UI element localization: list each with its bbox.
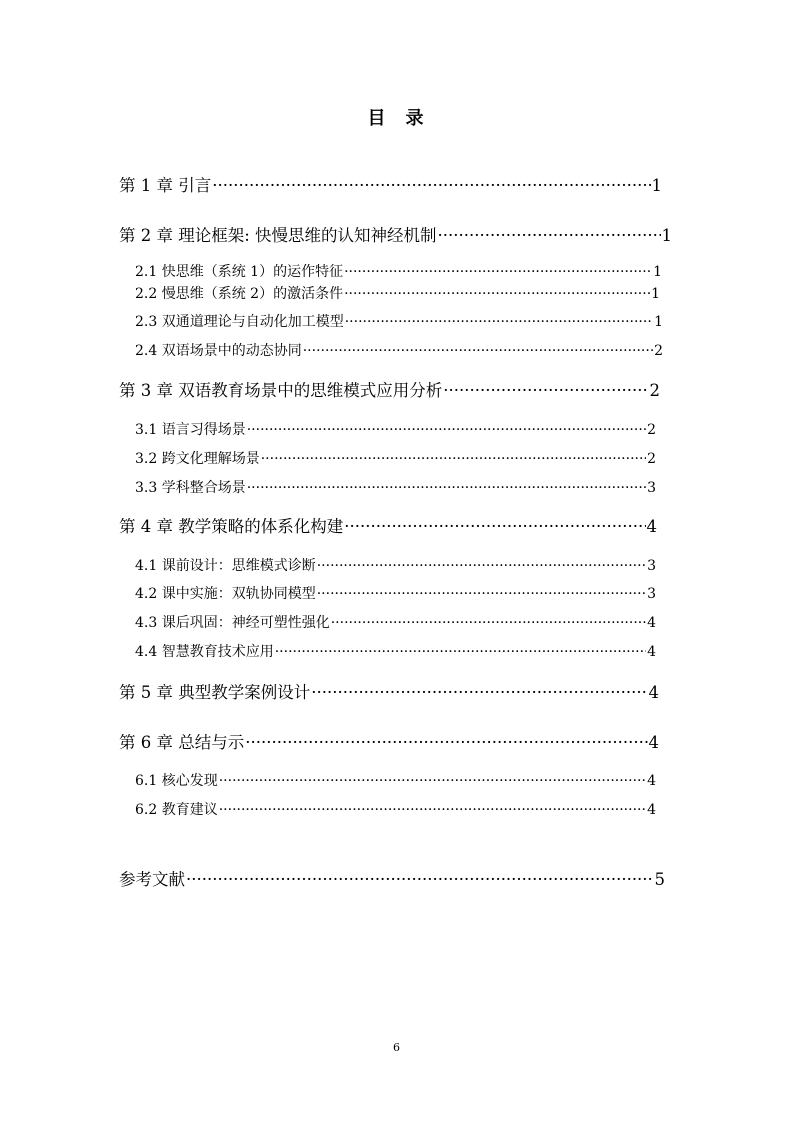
toc-leader-dots bbox=[317, 558, 646, 574]
toc-entry-section-3-2[interactable] bbox=[135, 448, 656, 468]
toc-entry-label: 2.2 慢思维（系统 2）的激活条件 bbox=[135, 286, 344, 302]
toc-entry-section-4-3[interactable] bbox=[135, 612, 656, 632]
toc-entry-page: 5 bbox=[654, 870, 665, 889]
toc-entry-section-4-4[interactable] bbox=[135, 641, 656, 661]
toc-entry-page: 4 bbox=[647, 644, 656, 660]
toc-entry-page: 3 bbox=[647, 480, 656, 496]
toc-entry-label: 3.3 学科整合场景 bbox=[135, 480, 246, 496]
toc-leader-dots bbox=[245, 733, 647, 752]
toc-entry-section-6-2[interactable] bbox=[135, 799, 656, 819]
toc-leader-dots bbox=[247, 480, 646, 496]
toc-entry-label: 3.2 跨文化理解场景 bbox=[135, 451, 260, 467]
toc-entry-chapter-5[interactable] bbox=[119, 679, 659, 703]
toc-entry-page: 2 bbox=[647, 451, 656, 467]
toc-entry-page: 1 bbox=[661, 226, 672, 245]
toc-leader-dots bbox=[275, 644, 646, 660]
toc-entry-page: 4 bbox=[646, 517, 657, 536]
toc-entry-label: 6.1 核心发现 bbox=[135, 773, 218, 789]
toc-entry-label: 第 1 章 引言 bbox=[119, 176, 212, 195]
toc-leader-dots bbox=[344, 286, 650, 302]
toc-entry-section-2-4[interactable] bbox=[135, 340, 663, 360]
toc-entry-label: 4.4 智慧教育技术应用 bbox=[135, 644, 274, 660]
toc-leader-dots bbox=[438, 226, 661, 245]
toc-entry-references[interactable] bbox=[119, 866, 665, 890]
toc-entry-label: 3.1 语言习得场景 bbox=[135, 422, 246, 438]
toc-leader-dots bbox=[303, 343, 653, 359]
toc-entry-label: 第 2 章 理论框架: 快慢思维的认知神经机制 bbox=[119, 226, 437, 245]
toc-entry-page: 4 bbox=[648, 733, 659, 752]
toc-entry-chapter-1[interactable] bbox=[119, 172, 662, 196]
toc-entry-page: 3 bbox=[647, 586, 656, 602]
toc-entry-label: 2.1 快思维（系统 1）的运作特征 bbox=[135, 264, 344, 280]
toc-leader-dots bbox=[345, 314, 653, 330]
toc-entry-label: 第 3 章 双语教育场景中的思维模式应用分析 bbox=[119, 381, 443, 400]
toc-entry-label: 第 4 章 教学策略的体系化构建 bbox=[119, 517, 344, 536]
toc-entry-label: 6.2 教育建议 bbox=[135, 802, 218, 818]
toc-entry-chapter-4[interactable] bbox=[119, 513, 657, 537]
toc-entry-section-4-1[interactable] bbox=[135, 555, 656, 575]
toc-leader-dots bbox=[261, 451, 646, 467]
toc-entry-page: 1 bbox=[653, 264, 662, 280]
toc-entry-page: 4 bbox=[647, 802, 656, 818]
toc-entry-section-2-2[interactable] bbox=[135, 283, 660, 303]
toc-entry-page: 3 bbox=[647, 558, 656, 574]
toc-entry-label: 第 6 章 总结与示 bbox=[119, 733, 245, 752]
toc-entry-section-3-1[interactable] bbox=[135, 419, 656, 439]
toc-leader-dots bbox=[331, 615, 646, 631]
toc-entry-page: 4 bbox=[647, 773, 656, 789]
toc-entry-page: 1 bbox=[651, 176, 662, 195]
toc-entry-page: 4 bbox=[648, 683, 659, 702]
toc-entry-label: 参考文献 bbox=[119, 870, 185, 889]
toc-entry-label: 4.2 课中实施：双轨协同模型 bbox=[135, 586, 316, 602]
toc-leader-dots bbox=[186, 870, 654, 889]
toc-entry-label: 第 5 章 典型教学案例设计 bbox=[119, 683, 311, 702]
toc-entry-label: 4.1 课前设计：思维模式诊断 bbox=[135, 558, 316, 574]
toc-entry-section-4-2[interactable] bbox=[135, 583, 656, 603]
toc-entry-label: 2.4 双语场景中的动态协同 bbox=[135, 343, 302, 359]
toc-entry-chapter-6[interactable] bbox=[119, 729, 659, 753]
toc-leader-dots bbox=[219, 802, 646, 818]
toc-entry-page: 1 bbox=[654, 314, 663, 330]
toc-leader-dots bbox=[344, 517, 645, 536]
toc-title-char-2: 录 bbox=[405, 108, 426, 129]
toc-entry-chapter-2[interactable] bbox=[119, 222, 672, 246]
toc-leader-dots bbox=[219, 773, 646, 789]
toc-entry-page: 2 bbox=[647, 422, 656, 438]
toc-entry-chapter-3[interactable] bbox=[119, 377, 660, 401]
toc-title-char-1: 目 bbox=[367, 108, 388, 129]
toc-entry-section-2-1[interactable] bbox=[135, 261, 662, 281]
toc-entry-section-2-3[interactable] bbox=[135, 311, 663, 331]
toc-leader-dots bbox=[212, 176, 650, 195]
toc-entry-label: 4.3 课后巩固：神经可塑性强化 bbox=[135, 615, 330, 631]
toc-title bbox=[0, 104, 793, 130]
toc-leader-dots bbox=[247, 422, 646, 438]
toc-leader-dots bbox=[443, 381, 648, 400]
toc-entry-page: 2 bbox=[654, 343, 663, 359]
page-number: 6 bbox=[393, 1041, 400, 1054]
toc-entry-section-6-1[interactable] bbox=[135, 770, 656, 790]
toc-entry-section-3-3[interactable] bbox=[135, 477, 656, 497]
toc-leader-dots bbox=[311, 683, 647, 702]
toc-leader-dots bbox=[317, 586, 646, 602]
toc-entry-page: 2 bbox=[649, 381, 660, 400]
toc-leader-dots bbox=[344, 264, 652, 280]
toc-entry-page: 4 bbox=[647, 615, 656, 631]
toc-entry-page: 1 bbox=[651, 286, 660, 302]
toc-entry-label: 2.3 双通道理论与自动化加工模型 bbox=[135, 314, 344, 330]
